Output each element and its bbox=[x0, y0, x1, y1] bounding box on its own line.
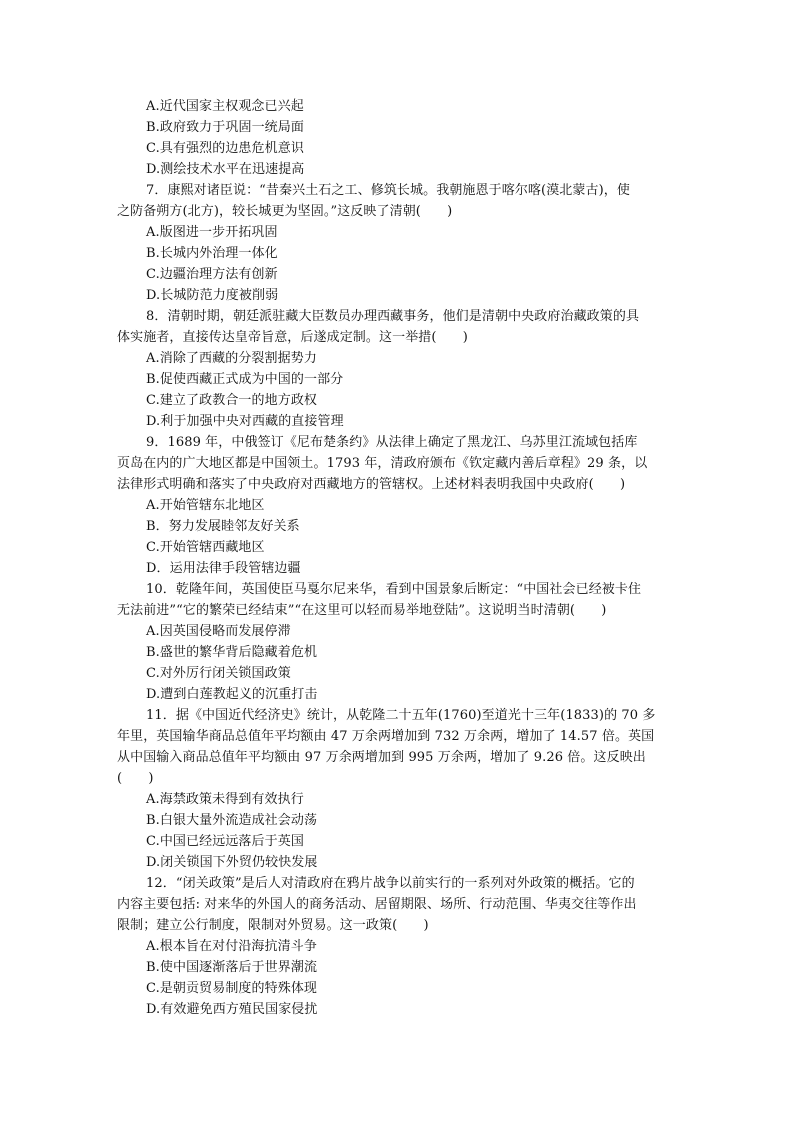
q11-stem-line: 年里，英国输华商品总值年平均额由 47 万余两增加到 732 万余两，增加了 14.57 倍。英国 bbox=[117, 729, 655, 744]
q6-option-c: C.具有强烈的边患危机意识 bbox=[146, 141, 304, 156]
q9-option-d: D．运用法律手段管辖边疆 bbox=[146, 561, 301, 576]
q12-stem-line: 内容主要包括: 对来华的外国人的商务活动、居留期限、场所、行动范围、华夷交往等作出 bbox=[117, 897, 637, 912]
q10-option-b: B.盛世的繁华背后隐藏着危机 bbox=[146, 645, 318, 660]
q6-option-b: B.政府致力于巩固一统局面 bbox=[146, 120, 304, 135]
q9-stem-line: 法律形式明确和落实了中央政府对西藏地方的管辖权。上述材料表明我国中央政府( ) bbox=[117, 477, 626, 492]
q7-option-d: D.长城防范力度被削弱 bbox=[146, 288, 279, 303]
q9-stem-line: 页岛在内的广大地区都是中国领土。1793 年，清政府颁布《钦定藏内善后章程》29 条，以 bbox=[117, 456, 648, 471]
q6-option-d: D.测绘技术水平在迅速提高 bbox=[146, 162, 305, 177]
q10-stem-line: 10．乾隆年间，英国使臣马戛尔尼来华，看到中国景象后断定：“中国社会已经被卡住 bbox=[146, 582, 642, 597]
q8-option-d: D.利于加强中央对西藏的直接管理 bbox=[146, 414, 344, 429]
q7-option-c: C.边疆治理方法有创新 bbox=[146, 267, 278, 282]
q8-option-c: C.建立了政教合一的地方政权 bbox=[146, 393, 318, 408]
q11-option-b: B.白银大量外流造成社会动荡 bbox=[146, 813, 318, 828]
q12-stem-line: 限制；建立公行制度，限制对外贸易。这一政策( ) bbox=[117, 918, 429, 933]
q8-stem-line: 8．清朝时期，朝廷派驻藏大臣数员办理西藏事务，他们是清朝中央政府治藏政策的具 bbox=[146, 309, 640, 324]
q11-stem-line: 从中国输入商品总值年平均额由 97 万余两增加到 995 万余两，增加了 9.26 倍。这反映出 bbox=[117, 750, 646, 765]
q9-option-b: B．努力发展睦邻友好关系 bbox=[146, 519, 300, 534]
q12-option-d: D.有效避免西方殖民国家侵扰 bbox=[146, 1002, 318, 1017]
q12-option-b: B.使中国逐渐落后于世界潮流 bbox=[146, 960, 318, 975]
q10-option-a: A.因英国侵略而发展停滞 bbox=[146, 624, 291, 639]
q10-option-c: C.对外厉行闭关锁国政策 bbox=[146, 666, 291, 681]
q8-option-a: A.消除了西藏的分裂割据势力 bbox=[146, 351, 317, 366]
q7-stem-line: 7．康熙对诸臣说：“昔秦兴土石之工、修筑长城。我朝施恩于喀尔喀(漠北蒙古)，使 bbox=[146, 183, 630, 198]
q6-option-a: A.近代国家主权观念已兴起 bbox=[146, 99, 304, 114]
q9-stem-line: 9．1689 年，中俄签订《尼布楚条约》从法律上确定了黑龙江、乌苏里江流域包括库 bbox=[146, 435, 638, 450]
q7-option-b: B.长城内外治理一体化 bbox=[146, 246, 278, 261]
q12-option-c: C.是朝贡贸易制度的特殊体现 bbox=[146, 981, 318, 996]
q11-option-c: C.中国已经远远落后于英国 bbox=[146, 834, 304, 849]
q11-option-d: D.闭关锁国下外贸仍较快发展 bbox=[146, 855, 318, 870]
q9-option-c: C.开始管辖西藏地区 bbox=[146, 540, 265, 555]
q8-stem-line: 体实施者，直接传达皇帝旨意，后遂成定制。这一举措( ) bbox=[117, 330, 468, 345]
q11-stem-line: ( ) bbox=[117, 771, 154, 786]
q8-option-b: B.促使西藏正式成为中国的一部分 bbox=[146, 372, 344, 387]
q11-option-a: A.海禁政策未得到有效执行 bbox=[146, 792, 304, 807]
q11-stem-line: 11．据《中国近代经济史》统计，从乾隆二十五年(1760)至道光十三年(1833)的 70 多 bbox=[146, 708, 656, 723]
q7-option-a: A.版图进一步开拓巩固 bbox=[146, 225, 278, 240]
q9-option-a: A.开始管辖东北地区 bbox=[146, 498, 265, 513]
q12-option-a: A.根本旨在对付沿海抗清斗争 bbox=[146, 939, 317, 954]
q10-stem-line: 无法前进”“它的繁荣已经结束”“在这里可以轻而易举地登陆”。这说明当时清朝( ) bbox=[117, 603, 607, 618]
q10-option-d: D.遭到白莲教起义的沉重打击 bbox=[146, 687, 318, 702]
q12-stem-line: 12．“闭关政策”是后人对清政府在鸦片战争以前实行的一系列对外政策的概括。它的 bbox=[146, 876, 635, 891]
q7-stem-line: 之防备朔方(北方)，较长城更为坚固。”这反映了清朝( ) bbox=[117, 204, 453, 219]
